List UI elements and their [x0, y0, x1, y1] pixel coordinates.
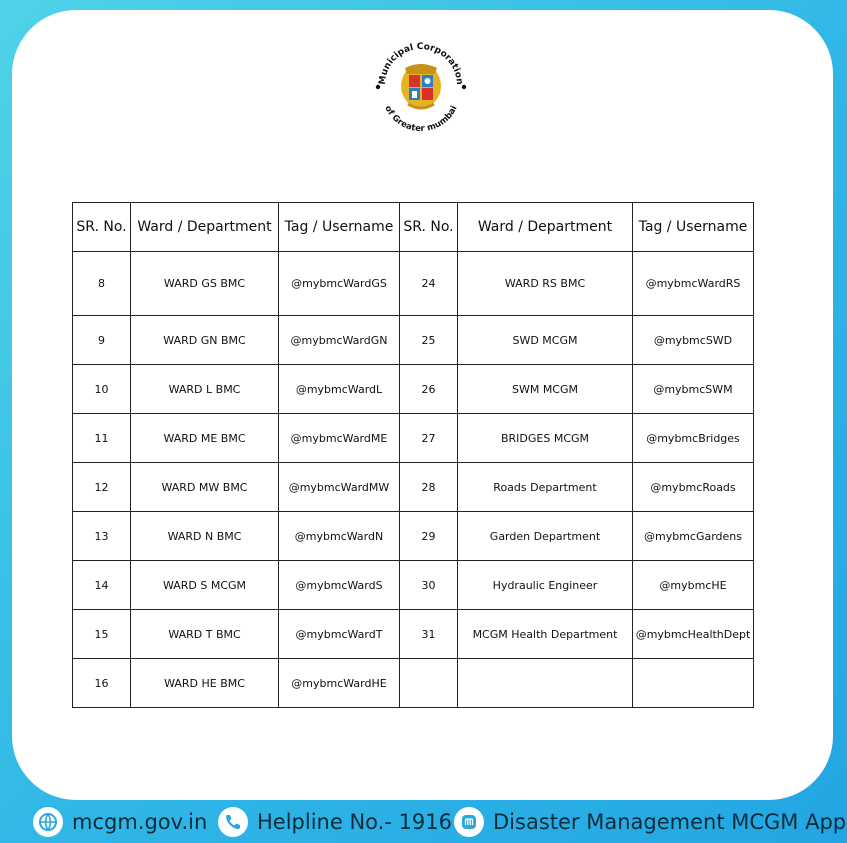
cell-ward: WARD N BMC	[131, 512, 279, 561]
cell-username: @mybmcRoads	[633, 463, 754, 512]
cell-ward: MCGM Health Department	[458, 610, 633, 659]
svg-text:Municipal Corporation: Municipal Corporation	[377, 41, 465, 86]
cell-username: @mybmcWardS	[279, 561, 400, 610]
header-sr-no-2: SR. No.	[400, 203, 458, 252]
cell-username: @mybmcHE	[633, 561, 754, 610]
cell-sr-no: 30	[400, 561, 458, 610]
cell-ward: WARD S MCGM	[131, 561, 279, 610]
cell-sr-no: 14	[73, 561, 131, 610]
cell-username: @mybmcGardens	[633, 512, 754, 561]
cell-sr-no: 9	[73, 316, 131, 365]
header-tag-username-2: Tag / Username	[633, 203, 754, 252]
cell-username: @mybmcWardT	[279, 610, 400, 659]
cell-username: @mybmcWardRS	[633, 252, 754, 316]
app-icon	[454, 807, 484, 837]
cell-sr-no: 16	[73, 659, 131, 708]
cell-username: @mybmcWardN	[279, 512, 400, 561]
cell-ward: Garden Department	[458, 512, 633, 561]
table-row	[73, 252, 754, 316]
table-row	[73, 512, 754, 561]
cell-sr-no: 12	[73, 463, 131, 512]
cell-username: @mybmcSWM	[633, 365, 754, 414]
ward-table	[72, 202, 754, 708]
footer-helpline-label: Helpline No.- 1916	[257, 810, 453, 834]
footer-bar	[0, 802, 847, 843]
cell-ward: Hydraulic Engineer	[458, 561, 633, 610]
table-header-row	[73, 203, 754, 252]
footer-website-label: mcgm.gov.in	[72, 810, 208, 834]
table-row	[73, 414, 754, 463]
cell-sr-no	[400, 659, 458, 708]
header-ward-department: Ward / Department	[131, 203, 279, 252]
cell-username	[633, 659, 754, 708]
cell-sr-no: 11	[73, 414, 131, 463]
cell-ward: SWM MCGM	[458, 365, 633, 414]
cell-sr-no: 31	[400, 610, 458, 659]
footer-website[interactable]	[33, 807, 207, 837]
table-row	[73, 463, 754, 512]
cell-sr-no: 26	[400, 365, 458, 414]
table-row	[73, 659, 754, 708]
footer-app-label: Disaster Management MCGM App	[493, 810, 847, 834]
cell-ward: WARD MW BMC	[131, 463, 279, 512]
cell-sr-no: 13	[73, 512, 131, 561]
cell-ward: WARD T BMC	[131, 610, 279, 659]
cell-ward: WARD RS BMC	[458, 252, 633, 316]
cell-sr-no: 29	[400, 512, 458, 561]
header-sr-no: SR. No.	[73, 203, 131, 252]
cell-sr-no: 27	[400, 414, 458, 463]
footer-app[interactable]	[454, 807, 846, 837]
cell-ward: WARD L BMC	[131, 365, 279, 414]
cell-ward: WARD ME BMC	[131, 414, 279, 463]
cell-ward	[458, 659, 633, 708]
header-ward-department-2: Ward / Department	[458, 203, 633, 252]
cell-username: @mybmcWardMW	[279, 463, 400, 512]
cell-username: @mybmcWardL	[279, 365, 400, 414]
mcgm-logo	[368, 30, 474, 136]
table-row	[73, 316, 754, 365]
cell-sr-no: 10	[73, 365, 131, 414]
cell-ward: BRIDGES MCGM	[458, 414, 633, 463]
cell-ward: WARD GN BMC	[131, 316, 279, 365]
cell-sr-no: 25	[400, 316, 458, 365]
cell-sr-no: 15	[73, 610, 131, 659]
table-row	[73, 610, 754, 659]
cell-ward: Roads Department	[458, 463, 633, 512]
cell-username: @mybmcSWD	[633, 316, 754, 365]
cell-username: @mybmcWardME	[279, 414, 400, 463]
cell-ward: SWD MCGM	[458, 316, 633, 365]
cell-username: @mybmcWardGS	[279, 252, 400, 316]
cell-username: @mybmcBridges	[633, 414, 754, 463]
cell-username: @mybmcWardGN	[279, 316, 400, 365]
cell-ward: WARD GS BMC	[131, 252, 279, 316]
table-row	[73, 365, 754, 414]
phone-icon	[218, 807, 248, 837]
table-row	[73, 561, 754, 610]
cell-sr-no: 28	[400, 463, 458, 512]
cell-ward: WARD HE BMC	[131, 659, 279, 708]
cell-username: @mybmcHealthDept	[633, 610, 754, 659]
cell-username: @mybmcWardHE	[279, 659, 400, 708]
header-tag-username: Tag / Username	[279, 203, 400, 252]
cell-sr-no: 24	[400, 252, 458, 316]
svg-text:of Greater mumbai: of Greater mumbai	[382, 104, 460, 135]
globe-icon	[33, 807, 63, 837]
footer-helpline[interactable]	[218, 807, 452, 837]
cell-sr-no: 8	[73, 252, 131, 316]
